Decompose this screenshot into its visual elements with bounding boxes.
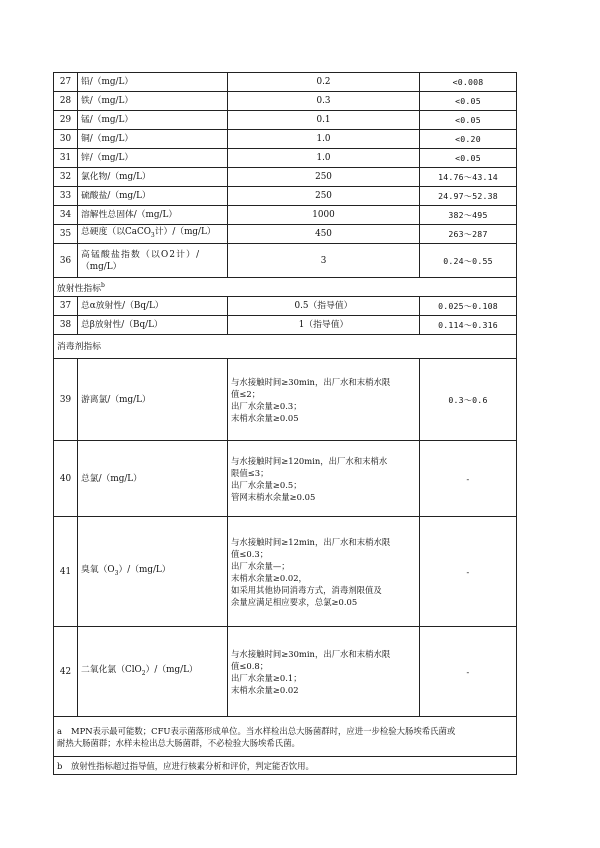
measured-value: <0.05 — [420, 111, 517, 130]
table-row — [54, 92, 517, 111]
table-body — [54, 73, 517, 775]
limit-value: 1.0 — [228, 149, 420, 168]
indicator-name: 总α放射性/（Bq/L） — [78, 297, 228, 316]
table-row — [54, 130, 517, 149]
indicator-name: 铁/（mg/L） — [78, 92, 228, 111]
footnote-mark: a — [57, 725, 62, 736]
indicator-name: 总硬度（以CaCO$_3$计）/（mg/L） — [78, 225, 228, 244]
table-row — [54, 517, 517, 627]
row-number: 35 — [54, 225, 78, 244]
limit-value: 1000 — [228, 206, 420, 225]
limit-value: 与水接触时间≥120min，出厂水和末梢水 限值≤3； 出厂水余量≥0.5； 管网末梢水余量≥0.05 — [228, 441, 420, 517]
measured-value: 382～495 — [420, 206, 517, 225]
section-row — [54, 278, 517, 297]
limit-value: 0.1 — [228, 111, 420, 130]
indicator-name: 臭氧$(O_3)/(mg/L)$ — [78, 517, 228, 627]
table-row — [54, 316, 517, 335]
section-heading-disinfectant: 消毒剂指标 — [54, 335, 517, 359]
measured-value: <0.05 — [420, 149, 517, 168]
row-number: 37 — [54, 297, 78, 316]
measured-value: 0.114～0.316 — [420, 316, 517, 335]
indicator-name: 硫酸盐/（mg/L） — [78, 187, 228, 206]
limit-value: 1（指导值） — [228, 316, 420, 335]
limit-value: 450 — [228, 225, 420, 244]
indicator-name: 总氯/（mg/L） — [78, 441, 228, 517]
measured-value: 0.24～0.55 — [420, 244, 517, 278]
limit-value: 与水接触时间≥12min，出厂水和末梢水限 值≤0.3； 出厂水余量—； 末梢水余量≥0.02， 如采用其他协同消毒方式，消毒剂限值及 余量应满足相应要求，总氯≥0.05 — [228, 517, 420, 627]
section-heading-radioactivity: 放射性指标$^b$ — [54, 278, 517, 297]
row-number: 33 — [54, 187, 78, 206]
limit-value: 3 — [228, 244, 420, 278]
table-row — [54, 297, 517, 316]
indicator-name: 铅/（mg/L） — [78, 73, 228, 92]
table-row — [54, 441, 517, 517]
row-number: 30 — [54, 130, 78, 149]
row-number: 32 — [54, 168, 78, 187]
table-row — [54, 225, 517, 244]
table-row — [54, 187, 517, 206]
limit-value: 1.0 — [228, 130, 420, 149]
indicator-name: 高锰酸盐指数（以O2计）/ （mg/L） — [78, 244, 228, 278]
measured-value: 0.025～0.108 — [420, 297, 517, 316]
measured-value: - — [420, 627, 517, 717]
row-number: 36 — [54, 244, 78, 278]
table-row — [54, 111, 517, 130]
footnote-a: a MPN表示最可能数；CFU表示菌落形成单位。当水样检出总大肠菌群时，应进一步检验大肠埃希氏菌或 耐热大肠菌群；水样未检出总大肠菌群，不必检验大肠埃希氏菌。 — [54, 717, 517, 757]
indicator-name: 氯化物/（mg/L） — [78, 168, 228, 187]
measured-value: <0.008 — [420, 73, 517, 92]
table-row — [54, 168, 517, 187]
section-row — [54, 335, 517, 359]
limit-value: 0.2 — [228, 73, 420, 92]
limit-value: 0.3 — [228, 92, 420, 111]
table-row — [54, 359, 517, 441]
indicator-name: 溶解性总固体/（mg/L） — [78, 206, 228, 225]
row-number: 29 — [54, 111, 78, 130]
indicator-name: 游离氯/（mg/L） — [78, 359, 228, 441]
row-number: 27 — [54, 73, 78, 92]
footnote-b: b 放射性指标超过指导值，应进行核素分析和评价，判定能否饮用。 — [54, 757, 517, 775]
footnote-mark: b — [57, 760, 63, 771]
row-number: 38 — [54, 316, 78, 335]
row-number: 39 — [54, 359, 78, 441]
indicator-name: 锌/（mg/L） — [78, 149, 228, 168]
row-number: 41 — [54, 517, 78, 627]
row-number: 28 — [54, 92, 78, 111]
measured-value: - — [420, 517, 517, 627]
table-row — [54, 206, 517, 225]
limit-value: 与水接触时间≥30min，出厂水和末梢水限 值≤0.8； 出厂水余量≥0.1； 末梢水余量≥0.02 — [228, 627, 420, 717]
measured-value: <0.05 — [420, 92, 517, 111]
row-number: 40 — [54, 441, 78, 517]
table-row — [54, 73, 517, 92]
row-number: 34 — [54, 206, 78, 225]
measured-value: <0.20 — [420, 130, 517, 149]
limit-value: 250 — [228, 168, 420, 187]
indicator-name: 锰/（mg/L） — [78, 111, 228, 130]
water-quality-table-page — [53, 72, 516, 775]
measured-value: 14.76～43.14 — [420, 168, 517, 187]
limit-value: 250 — [228, 187, 420, 206]
measured-value: 0.3～0.6 — [420, 359, 517, 441]
row-number: 31 — [54, 149, 78, 168]
table-row — [54, 149, 517, 168]
table-row — [54, 627, 517, 717]
measured-value: - — [420, 441, 517, 517]
indicator-name: 铜/（mg/L） — [78, 130, 228, 149]
water-quality-table — [53, 72, 517, 775]
indicator-name: 二氧化氯（ClO$_2$）/（mg/L） — [78, 627, 228, 717]
footnote-row — [54, 717, 517, 757]
row-number: 42 — [54, 627, 78, 717]
indicator-name: 总β放射性/（Bq/L） — [78, 316, 228, 335]
measured-value: 24.97～52.38 — [420, 187, 517, 206]
table-row — [54, 244, 517, 278]
footnote-row — [54, 757, 517, 775]
limit-value: 与水接触时间≥30min，出厂水和末梢水限 值≤2； 出厂水余量≥0.3； 末梢水余量≥0.05 — [228, 359, 420, 441]
measured-value: 263～287 — [420, 225, 517, 244]
limit-value: 0.5（指导值） — [228, 297, 420, 316]
